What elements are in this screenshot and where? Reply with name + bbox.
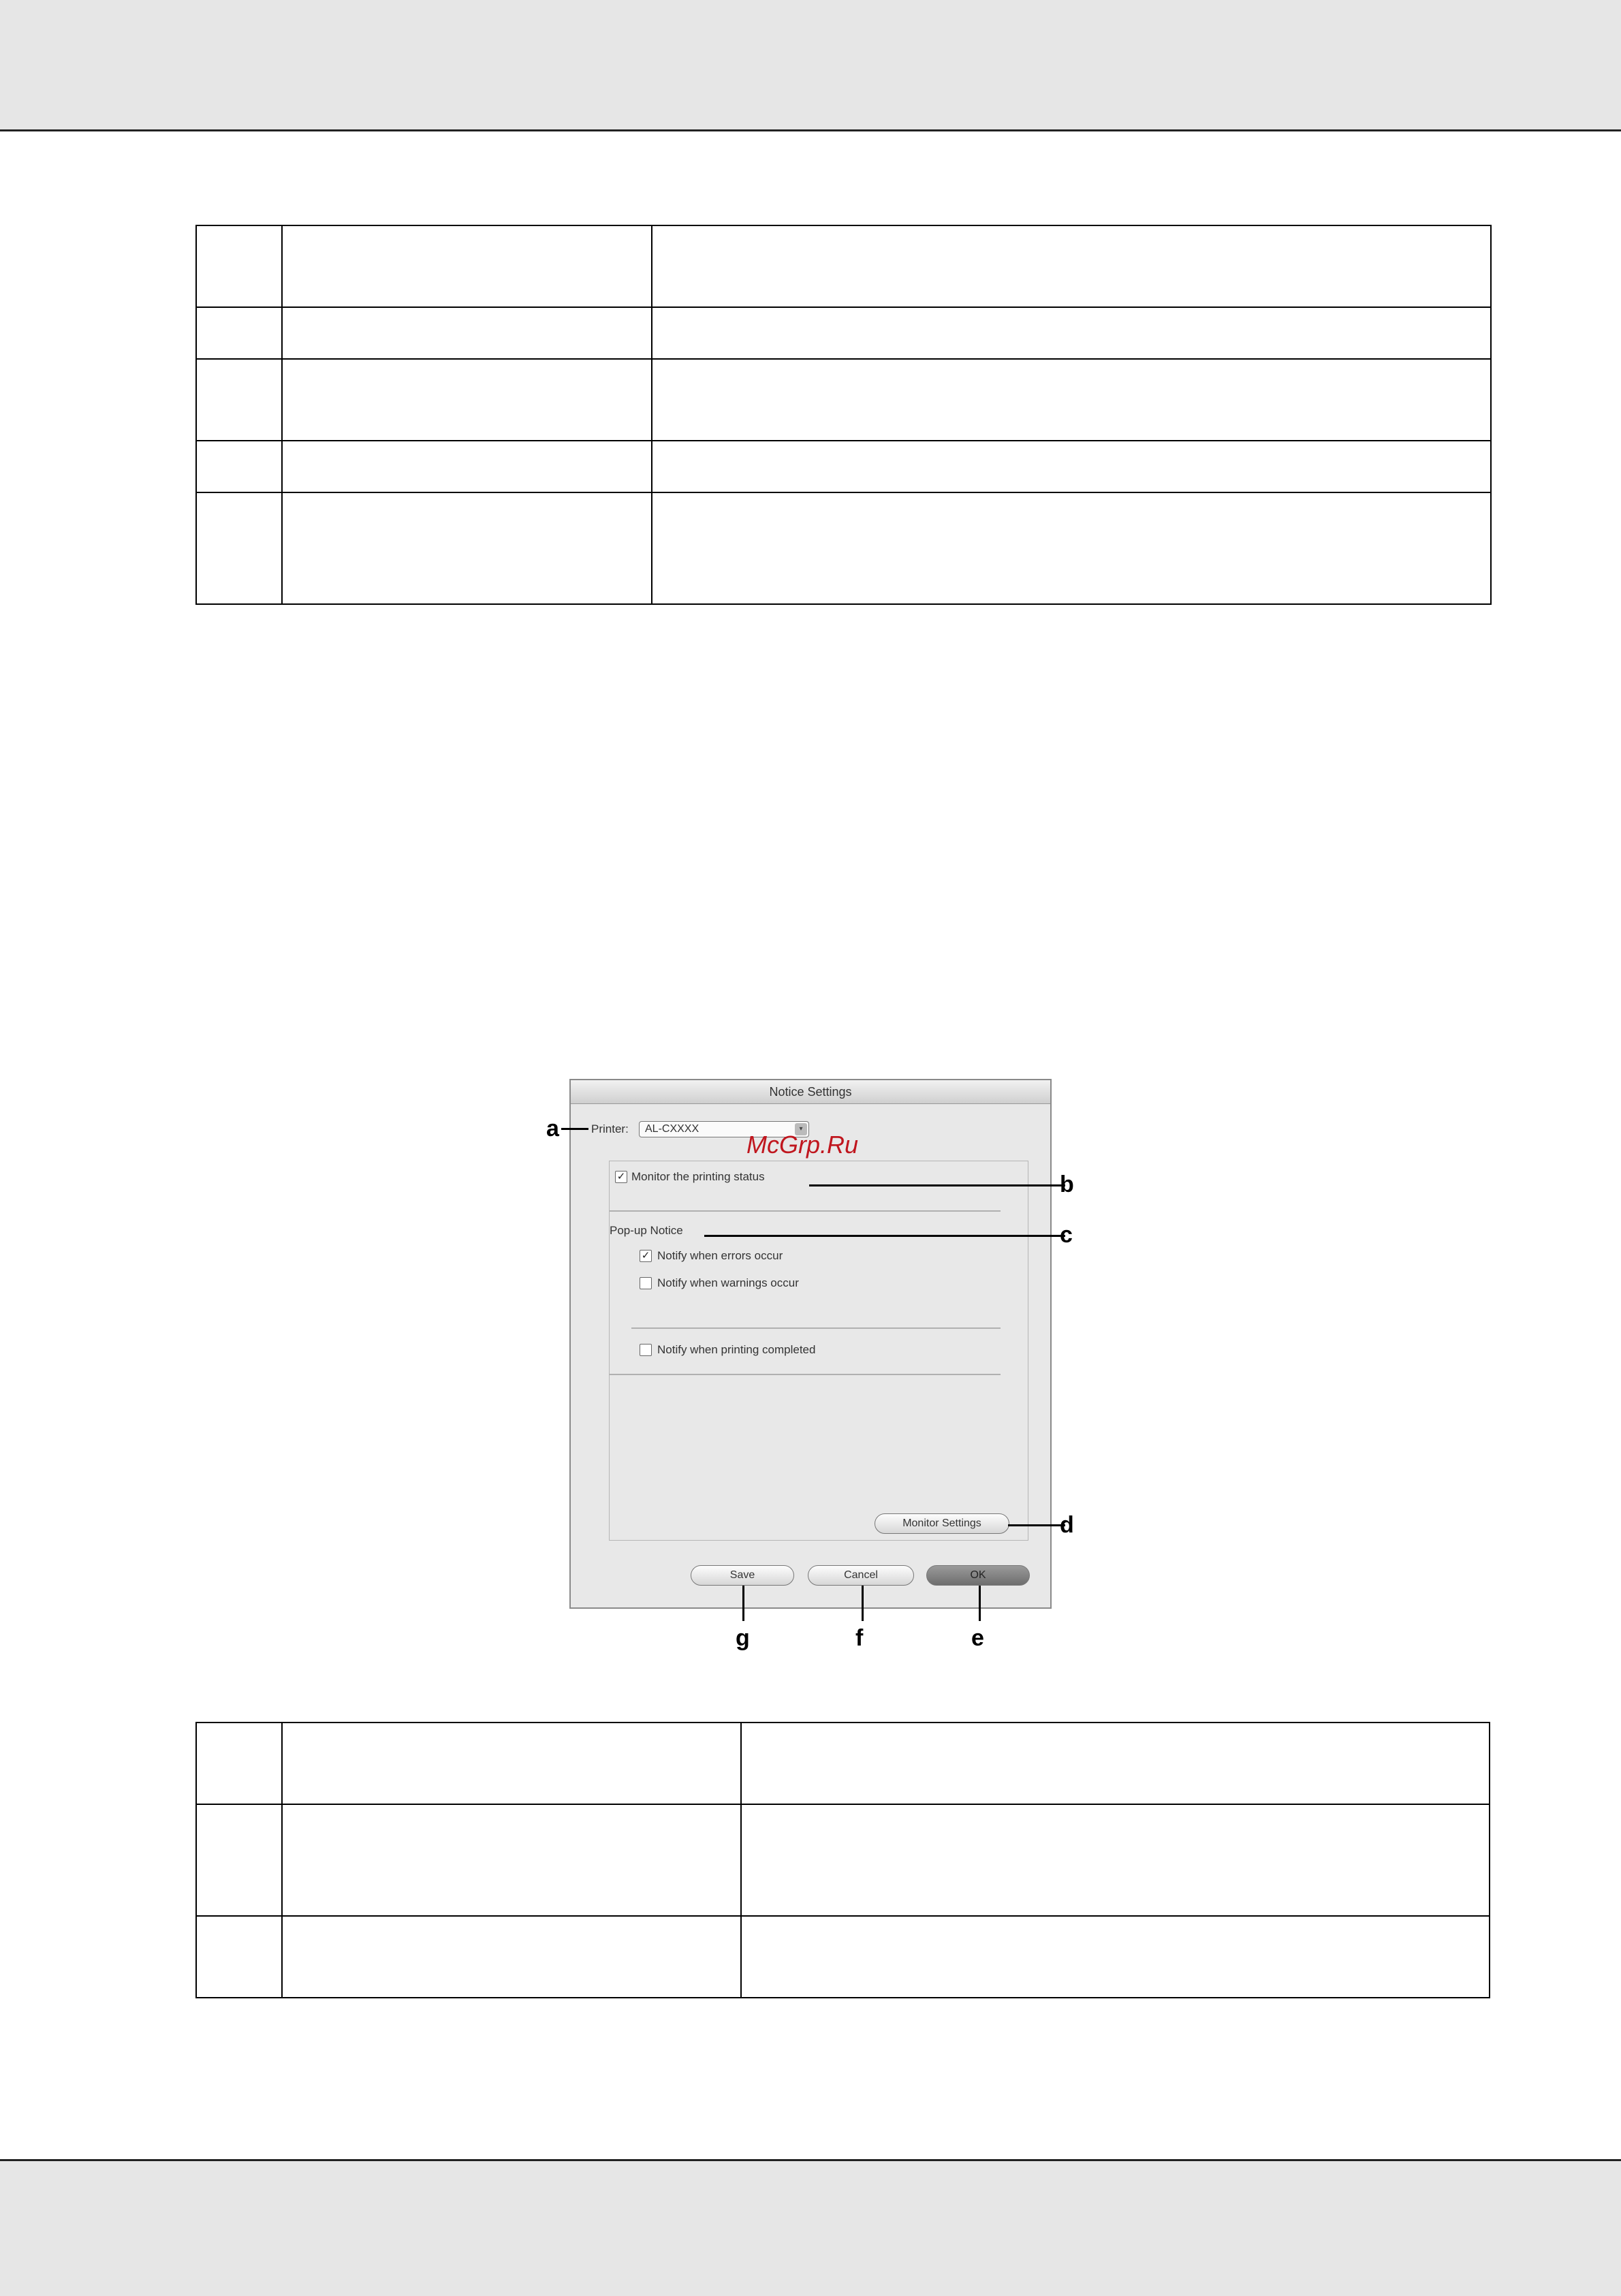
notify-errors-checkbox[interactable]: ✓ [640,1250,652,1262]
callout-c: c [1060,1222,1073,1248]
callout-e: e [971,1625,984,1651]
table-row [196,1804,1490,1916]
watermark: McGrp.Ru [746,1131,859,1159]
table-row [196,307,1491,359]
printer-label: Printer: [591,1122,629,1135]
table-row [196,1723,1490,1804]
divider [631,1327,1001,1329]
table-row [196,225,1491,307]
callout-a: a [546,1116,559,1142]
ok-button[interactable]: OK [926,1565,1030,1586]
page-footer-band [0,2159,1621,2296]
chevron-updown-icon: ▾ [795,1123,807,1135]
callout-line-a [561,1128,588,1130]
monitor-status-checkbox[interactable]: ✓ [615,1171,627,1183]
top-table [195,225,1492,605]
callout-line-f [862,1586,864,1621]
save-button[interactable]: Save [691,1565,794,1586]
notify-completed-label: Notify when printing completed [657,1343,816,1356]
callout-line-g [742,1586,744,1621]
callout-f: f [855,1625,864,1651]
dialog-title: Notice Settings [571,1080,1050,1104]
callout-g: g [736,1625,750,1651]
table-row [196,492,1491,604]
divider [610,1374,1001,1375]
callout-line-d [1008,1524,1065,1526]
settings-panel [609,1161,1028,1541]
callout-b: b [1060,1171,1074,1197]
table-row [196,1916,1490,1998]
page-header-band [0,0,1621,131]
monitor-status-label: Monitor the printing status [631,1170,765,1183]
table-row [196,441,1491,492]
callout-line-c [704,1235,1065,1237]
notify-warnings-label: Notify when warnings occur [657,1276,799,1289]
callout-line-b [809,1184,1065,1186]
notify-errors-label: Notify when errors occur [657,1249,783,1262]
printer-value: AL-CXXXX [645,1123,699,1135]
callout-d: d [1060,1512,1074,1538]
notify-completed-checkbox[interactable] [640,1344,652,1356]
table-row [196,359,1491,441]
popup-notice-label: Pop-up Notice [610,1224,683,1237]
divider [610,1210,1001,1212]
cancel-button[interactable]: Cancel [808,1565,914,1586]
callout-line-e [979,1586,981,1621]
bottom-table [195,1722,1490,1998]
notify-warnings-checkbox[interactable] [640,1277,652,1289]
monitor-settings-button[interactable]: Monitor Settings [875,1513,1009,1534]
